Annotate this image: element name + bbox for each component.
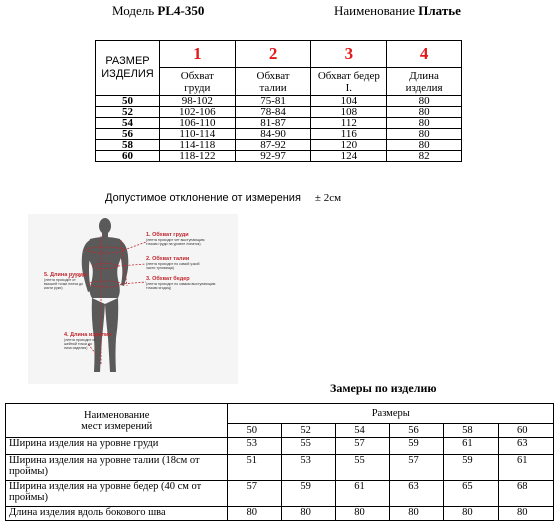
measure-label: Ширина изделия на уровне бедер (40 см от проймы) <box>6 481 228 507</box>
measure-value: 65 <box>444 481 499 507</box>
measure-value: 63 <box>499 438 554 455</box>
value-cell: 80 <box>387 129 462 140</box>
annotation-desc: низа изделия) <box>64 346 88 351</box>
table-row <box>96 118 462 129</box>
column-label <box>159 68 235 96</box>
annotation-desc: точкам ягодиц) <box>146 286 171 291</box>
column-number: 2 <box>235 41 311 68</box>
annotation-chest <box>146 232 204 246</box>
column-number: 4 <box>387 41 462 68</box>
annotation-desc: (лента проходит чет выступающим <box>146 238 205 242</box>
measure-value: 59 <box>282 481 336 507</box>
value-cell: 110-114 <box>159 129 235 140</box>
value-cell: 102-106 <box>159 107 235 118</box>
annotation-waist <box>146 256 200 270</box>
body-silhouette-illustration <box>28 214 238 384</box>
table-row <box>96 151 462 162</box>
value-cell: 108 <box>311 107 387 118</box>
column-label <box>311 68 387 96</box>
value-cell: 78-84 <box>235 107 311 118</box>
measure-value: 59 <box>444 455 499 481</box>
value-cell: 87-92 <box>235 140 311 151</box>
table-row <box>6 481 554 507</box>
size-column-header: 54 <box>336 424 390 438</box>
value-cell: 80 <box>387 118 462 129</box>
size-cell: 52 <box>96 107 160 118</box>
column-label <box>387 68 462 96</box>
measures-title: Замеры по изделию <box>330 381 437 395</box>
value-cell: 92-97 <box>235 151 311 162</box>
product-name: Платье <box>418 3 461 18</box>
column-label-line: Длина <box>409 69 439 82</box>
measure-value: 61 <box>336 481 390 507</box>
measure-value: 61 <box>499 455 554 481</box>
measure-value: 55 <box>336 455 390 481</box>
measure-value: 61 <box>444 438 499 455</box>
size-cell: 58 <box>96 140 160 151</box>
column-label-line: изделия <box>405 81 443 94</box>
column-label <box>235 68 311 96</box>
value-cell: 124 <box>311 151 387 162</box>
measure-value: 51 <box>228 455 282 481</box>
annotation-hips <box>146 276 215 290</box>
annotation-title: 1. Обхват груди <box>146 232 189 238</box>
model-code: PL4-350 <box>157 3 205 18</box>
size-header-line: РАЗМЕР <box>105 55 150 67</box>
size-column-header: 58 <box>444 424 499 438</box>
value-cell: 80 <box>387 96 462 107</box>
tolerance-value: ± 2см <box>314 192 342 204</box>
size-column-header: 50 <box>228 424 282 438</box>
size-cell: 54 <box>96 118 160 129</box>
annotation-desc: шейной точки до <box>64 342 92 347</box>
measure-value: 68 <box>499 481 554 507</box>
sizes-header: Размеры <box>228 404 554 424</box>
value-cell: 120 <box>311 140 387 151</box>
size-column-header: 52 <box>282 424 336 438</box>
name-header-line: Наименование <box>84 409 150 421</box>
value-cell: 98-102 <box>159 96 235 107</box>
value-cell: 106-110 <box>159 118 235 129</box>
value-cell: 80 <box>387 107 462 118</box>
annotation-title: 2. Обхват талии <box>146 256 190 262</box>
measure-value: 80 <box>390 507 444 521</box>
column-label-line: Обхват бедер <box>317 69 380 82</box>
value-cell: 84-90 <box>235 129 311 140</box>
table-row <box>96 129 462 140</box>
measure-value: 57 <box>336 438 390 455</box>
product-name-line <box>334 3 461 19</box>
column-number: 3 <box>311 41 387 68</box>
tolerance-label: Допустимое отклонение от измерения <box>105 192 301 204</box>
column-label-line: Обхват <box>180 69 214 82</box>
annotation-desc: (лента проходит от <box>44 278 76 282</box>
measure-value: 63 <box>390 481 444 507</box>
name-header-cell <box>6 404 228 438</box>
measure-value: 53 <box>228 438 282 455</box>
table-row <box>6 438 554 455</box>
annotation-desc: (лента проходит от <box>64 338 96 342</box>
size-cell: 50 <box>96 96 160 107</box>
size-table <box>95 40 462 162</box>
annotation-desc: точкам груди на уровне лопаток) <box>146 242 201 247</box>
table-row <box>96 96 462 107</box>
measure-value: 53 <box>282 455 336 481</box>
measure-label: Ширина изделия на уровне груди <box>6 438 228 455</box>
size-cell: 56 <box>96 129 160 140</box>
size-cell: 60 <box>96 151 160 162</box>
value-cell: 116 <box>311 129 387 140</box>
value-cell: 114-118 <box>159 140 235 151</box>
column-number: 1 <box>159 41 235 68</box>
column-label-line: талии <box>259 81 287 94</box>
annotation-desc: высшей точки плеча до <box>44 282 84 287</box>
table-row <box>6 507 554 521</box>
annotation-desc: части туловища) <box>146 266 174 271</box>
value-cell: 75-81 <box>235 96 311 107</box>
measure-label: Длина изделия вдоль бокового шва <box>6 507 228 521</box>
measure-value: 80 <box>228 507 282 521</box>
annotation-desc: (лента проходит по самым выступающим <box>146 282 216 286</box>
size-header-cell <box>96 41 160 96</box>
measure-value: 55 <box>282 438 336 455</box>
table-row <box>96 107 462 118</box>
column-label-line: груди <box>184 81 211 94</box>
model-prefix: Модель <box>112 3 158 18</box>
size-column-header: 56 <box>390 424 444 438</box>
measure-value: 80 <box>282 507 336 521</box>
annotation-desc: (лента проходит по самой узкой <box>146 262 200 266</box>
name-prefix: Наименование <box>334 3 419 18</box>
value-cell: 118-122 <box>159 151 235 162</box>
model-line <box>112 3 204 19</box>
measures-table <box>5 403 554 521</box>
value-cell: 80 <box>387 140 462 151</box>
size-header-line: ИЗДЕЛИЯ <box>101 68 154 80</box>
measure-value: 80 <box>499 507 554 521</box>
measure-value: 80 <box>444 507 499 521</box>
measure-value: 59 <box>390 438 444 455</box>
value-cell: 112 <box>311 118 387 129</box>
table-row <box>6 455 554 481</box>
name-header-line: мест измерений <box>81 420 153 432</box>
measure-value: 57 <box>390 455 444 481</box>
size-column-header: 60 <box>499 424 554 438</box>
annotation-title: 3. Обхват бедер <box>146 276 190 282</box>
value-cell: 104 <box>311 96 387 107</box>
tolerance-note <box>105 192 341 204</box>
measurement-figure <box>28 214 238 384</box>
value-cell: 81-87 <box>235 118 311 129</box>
annotation-sleeve <box>44 272 87 291</box>
value-cell: 82 <box>387 151 462 162</box>
measure-value: 57 <box>228 481 282 507</box>
annotation-length <box>64 332 112 351</box>
column-label-line: I. <box>345 81 353 94</box>
measure-value: 80 <box>336 507 390 521</box>
annotation-desc: кисти руки) <box>44 286 63 291</box>
table-row <box>96 140 462 151</box>
column-label-line: Обхват <box>256 69 290 82</box>
annotation-title: 4. Длина изделия <box>64 332 112 338</box>
measure-label: Ширина изделия на уровне талии (18см от проймы) <box>6 455 228 481</box>
annotation-title: 5. Длина рукава <box>44 272 88 278</box>
